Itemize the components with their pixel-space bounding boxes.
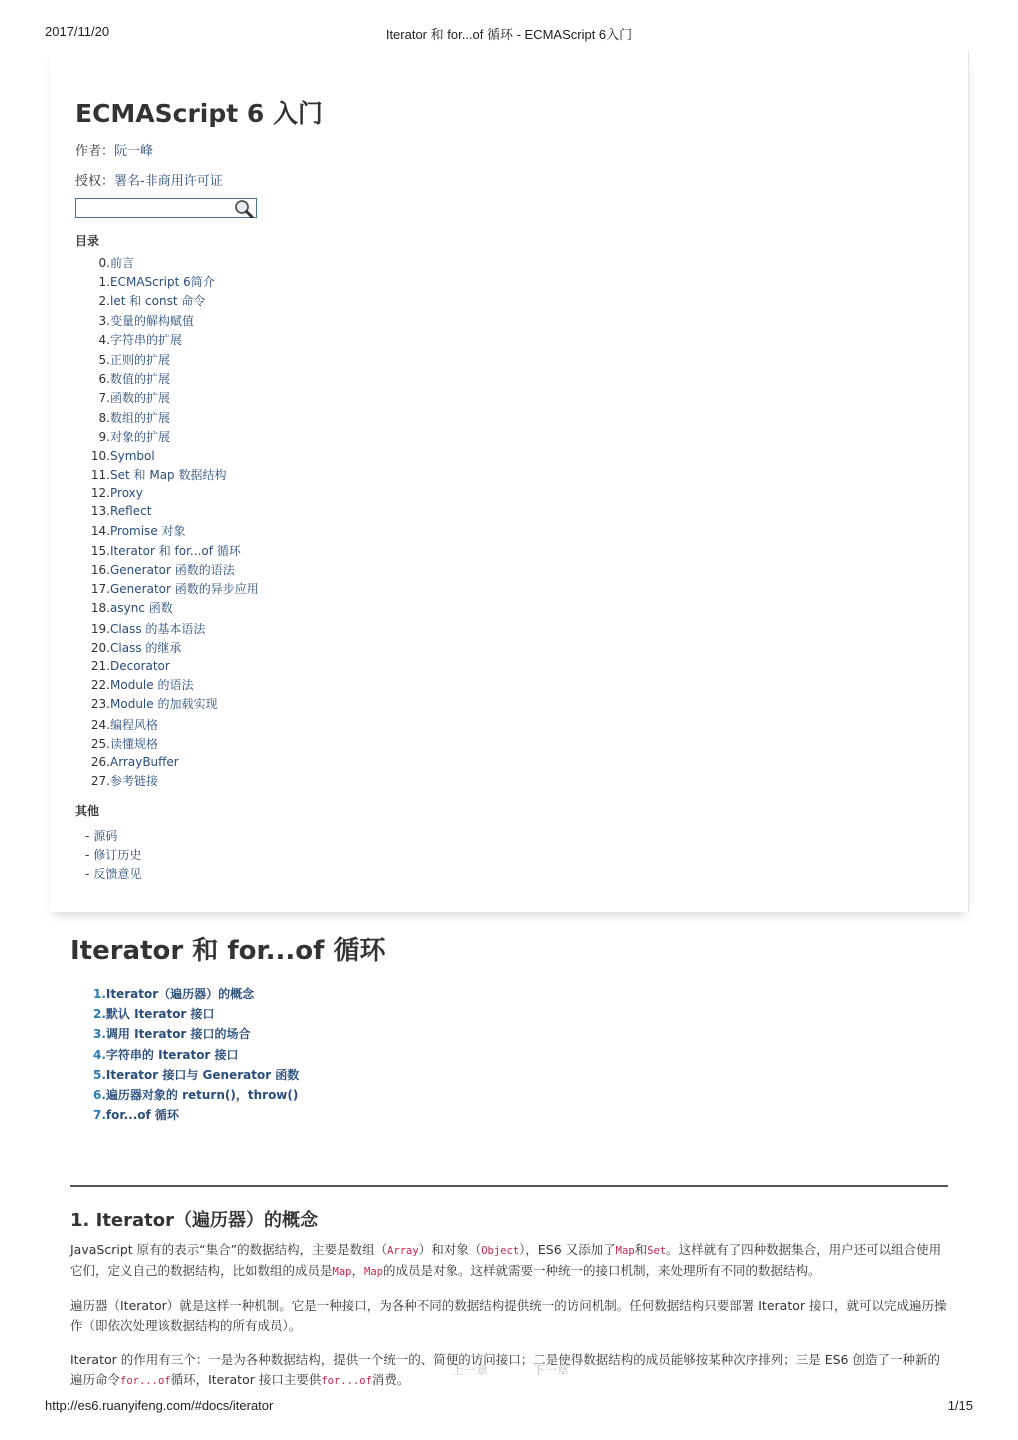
toc-item[interactable]: [75, 773, 315, 789]
others-item-link[interactable]: 源码: [93, 829, 118, 843]
toc-item-link[interactable]: Generator 函数的语法: [110, 563, 235, 577]
toc-item-number: 7.: [98, 391, 110, 405]
toc-item[interactable]: [75, 467, 315, 483]
toc-item[interactable]: [75, 313, 315, 329]
toc-item-link[interactable]: Proxy: [110, 486, 143, 500]
toc-item-number: 19.: [90, 622, 110, 636]
toc-item-link[interactable]: Promise 对象: [110, 524, 186, 538]
toc-item-link[interactable]: ArrayBuffer: [110, 755, 179, 769]
toc-item[interactable]: [75, 696, 315, 712]
author-label: 作者：: [75, 144, 115, 159]
chapter-toc-item[interactable]: [93, 1087, 298, 1103]
toc-item-link[interactable]: 正则的扩展: [110, 353, 171, 367]
toc-item-link[interactable]: 对象的扩展: [110, 430, 171, 444]
search-box: [75, 198, 257, 218]
author-link[interactable]: 阮一峰: [114, 144, 154, 159]
toc-item[interactable]: [75, 523, 315, 539]
toc-item-number: 14.: [90, 524, 110, 538]
print-footer: [0, 1398, 1018, 1416]
chapter-toc-link[interactable]: Iterator 接口与 Generator 函数: [105, 1067, 300, 1082]
toc-item-number: 21.: [90, 659, 110, 673]
inline-code: Set: [647, 1245, 667, 1257]
toc-item[interactable]: [75, 503, 315, 519]
chapter-toc-link[interactable]: 调用 Iterator 接口的场合: [105, 1027, 251, 1042]
toc-item-link[interactable]: Module 的加载实现: [110, 697, 218, 711]
toc-item-number: 13.: [90, 504, 110, 518]
next-chapter-link[interactable]: 下一章: [533, 1363, 570, 1377]
toc-item-link[interactable]: async 函数: [110, 601, 173, 615]
toc-item-number: 15.: [90, 544, 110, 558]
toc-item[interactable]: [75, 600, 315, 616]
toc-item[interactable]: [75, 658, 315, 674]
inline-code: Map: [332, 1266, 352, 1278]
toc-item-link[interactable]: Module 的语法: [110, 678, 194, 692]
toc-item[interactable]: [75, 293, 315, 309]
toc-item-link[interactable]: 数值的扩展: [110, 372, 171, 386]
chapter-toc-link[interactable]: 字符串的 Iterator 接口: [105, 1047, 239, 1062]
toc-item-link[interactable]: Class 的基本语法: [110, 622, 206, 636]
toc-item-number: 20.: [90, 641, 110, 655]
list-dash: -: [85, 867, 90, 881]
toc-item-link[interactable]: ECMAScript 6简介: [110, 275, 215, 289]
search-icon[interactable]: [234, 199, 254, 218]
toc-item-number: 0.: [98, 256, 110, 270]
license-line: [75, 170, 223, 189]
inline-code: Object: [481, 1245, 520, 1257]
toc-item[interactable]: [75, 736, 315, 752]
toc-item-link[interactable]: let 和 const 命令: [110, 294, 206, 308]
inline-code: Map: [364, 1266, 383, 1278]
toc-item[interactable]: [75, 640, 315, 656]
license-label: 授权：: [75, 174, 115, 189]
list-dash: -: [85, 848, 90, 862]
toc-item-link[interactable]: 前言: [110, 256, 135, 270]
toc-item-number: 3.: [98, 314, 110, 328]
toc-item-number: 26.: [90, 755, 110, 769]
toc-item[interactable]: [75, 754, 315, 770]
toc-item-link[interactable]: 函数的扩展: [110, 391, 171, 405]
toc-item-link[interactable]: Set 和 Map 数据结构: [110, 468, 227, 482]
toc-item-number: 27.: [90, 774, 110, 788]
chapter-toc-item[interactable]: [93, 1026, 251, 1042]
text: 消费。: [371, 1372, 410, 1387]
toc-item[interactable]: [75, 485, 315, 501]
chapter-toc-link[interactable]: Iterator（遍历器）的概念: [105, 987, 255, 1001]
print-header: [0, 24, 1018, 42]
print-date: 2017/11/20: [45, 24, 110, 39]
toc-item-number: 6.: [98, 372, 110, 386]
toc-item-link[interactable]: 数组的扩展: [110, 411, 171, 425]
toc-item-number: 24.: [90, 718, 110, 732]
toc-item-link[interactable]: Symbol: [110, 449, 155, 463]
toc-item[interactable]: [75, 255, 315, 271]
toc-item[interactable]: [75, 332, 315, 348]
print-page-number: 1/15: [947, 1398, 973, 1413]
toc-item-number: 18.: [90, 601, 110, 615]
chapter-toc-number: 3.: [93, 1027, 106, 1042]
toc-item-number: 8.: [98, 411, 110, 425]
toc-item-number: 16.: [90, 563, 110, 577]
chapter-toc-number: 7.: [93, 1108, 106, 1123]
toc-item-number: 10.: [90, 449, 110, 463]
text: ）和对象（: [418, 1242, 482, 1257]
toc-item-link[interactable]: Class 的继承: [110, 641, 182, 655]
toc-item[interactable]: [75, 371, 315, 387]
toc-item-number: 2.: [98, 294, 110, 308]
toc-item[interactable]: [75, 621, 315, 637]
inline-code: Array: [387, 1245, 419, 1257]
text: ），ES6 又添加了: [519, 1242, 616, 1257]
toc-item-number: 5.: [98, 353, 110, 367]
toc-item-link[interactable]: Reflect: [110, 504, 152, 518]
chapter-toc-item[interactable]: [93, 1006, 215, 1022]
print-url: http://es6.ruanyifeng.com/#docs/iterator: [45, 1398, 274, 1413]
chapter-toc-item[interactable]: [93, 1047, 239, 1063]
toc-item[interactable]: [75, 562, 315, 578]
text: 。这样就有了四种数据集合，用户还可以组合使用它们，定义自己的数据结构，比如数组的成员是: [70, 1242, 942, 1278]
text: Iterator 的作用有三个：一是为各种数据结构，提供一个统一的、简便的访问接口；二是使得数据结构的成员能够按某种次序排列；三是 ES6 创造了一种新的遍历命令: [70, 1352, 940, 1387]
others-item[interactable]: [85, 847, 141, 863]
toc-item-link[interactable]: 编程风格: [110, 718, 159, 732]
toc-item[interactable]: [75, 410, 315, 426]
toc-item[interactable]: [75, 717, 315, 733]
section-title: 1. Iterator（遍历器）的概念: [70, 1210, 319, 1231]
book-title: ECMAScript 6 入门: [75, 99, 324, 128]
chapter-toc-link[interactable]: for...of 循环: [105, 1108, 179, 1123]
toc-item-link[interactable]: Generator 函数的异步应用: [110, 582, 259, 596]
others-item[interactable]: [85, 866, 141, 882]
toc-item[interactable]: [75, 448, 315, 464]
toc-item[interactable]: [75, 390, 315, 406]
text: 和: [634, 1242, 648, 1257]
toc-item-number: 11.: [90, 468, 110, 482]
license-link[interactable]: 署名-非商用许可证: [114, 174, 223, 189]
chapter-toc-number: 6.: [93, 1088, 106, 1102]
chapter-toc-item[interactable]: [93, 1067, 299, 1083]
toc-item-number: 9.: [98, 430, 110, 444]
others-item-link[interactable]: 修订历史: [93, 848, 142, 862]
toc-item-link[interactable]: 字符串的扩展: [110, 333, 183, 347]
chapter-toc-link[interactable]: 遍历器对象的 return()，throw(): [105, 1088, 299, 1102]
search-input[interactable]: [76, 201, 234, 219]
toc-item[interactable]: [75, 543, 315, 559]
paragraph-2: 遍历器（Iterator）就是这样一种机制。它是一种接口，为各种不同的数据结构提供统一的访问机制。任何数据结构只要部署 Iterator 接口，就可以完成遍历操作（即依次处理该数据结构的所有成员）。: [70, 1298, 947, 1333]
toc-item-link[interactable]: 读懂规格: [110, 737, 159, 751]
toc-item-number: 23.: [90, 697, 110, 711]
text: JavaScript 原有的表示“集合”的数据结构，主要是数组（: [70, 1242, 388, 1257]
others-heading: 其他: [75, 804, 100, 818]
text: 的成员是对象。这样就需要一种统一的接口机制，来处理所有不同的数据结构。: [382, 1263, 821, 1278]
toc-item-number: 22.: [90, 678, 110, 692]
list-dash: -: [85, 829, 90, 843]
inline-code: for...of: [120, 1375, 171, 1387]
toc-item-number: 25.: [90, 737, 110, 751]
author-line: [75, 140, 153, 159]
text: 循环，Iterator 接口主要供: [170, 1372, 322, 1387]
toc-item-link[interactable]: 变量的解构赋值: [110, 314, 195, 328]
toc-item-link[interactable]: Iterator 和 for...of 循环: [110, 544, 241, 558]
toc-heading: 目录: [75, 234, 100, 248]
toc-item-number: 12.: [90, 486, 110, 500]
toc-item-link[interactable]: Decorator: [110, 659, 170, 673]
chapter-toc-link[interactable]: 默认 Iterator 接口: [105, 1007, 215, 1022]
toc-item[interactable]: [75, 352, 315, 368]
toc-item-link[interactable]: 参考链接: [110, 774, 159, 788]
toc-item-number: 17.: [90, 582, 110, 596]
others-item-link[interactable]: 反馈意见: [93, 867, 142, 881]
toc-item[interactable]: [75, 429, 315, 445]
chapter-toc-item[interactable]: [93, 986, 254, 1002]
chapter-toc-item[interactable]: [93, 1107, 179, 1123]
toc-item-number: 1.: [98, 275, 110, 289]
inline-code: for...of: [321, 1375, 372, 1387]
text: ，: [351, 1263, 364, 1278]
chapter-toc-number: 1.: [93, 987, 106, 1001]
paragraph-1: [70, 1240, 948, 1282]
chapter-toc-number: 4.: [93, 1047, 106, 1062]
print-title: Iterator 和 for...of 循环 - ECMAScript 6入门: [385, 27, 633, 42]
others-item[interactable]: [85, 828, 117, 844]
toc-item[interactable]: [75, 274, 315, 290]
paragraph-3: [70, 1350, 948, 1391]
toc-item-number: 4.: [98, 333, 110, 347]
page-title: Iterator 和 for...of 循环: [70, 936, 386, 966]
inline-code: Map: [615, 1245, 635, 1257]
prev-chapter-link[interactable]: 上一章: [452, 1363, 489, 1377]
chapter-toc-number: 2.: [93, 1007, 106, 1022]
toc-item[interactable]: [75, 581, 315, 597]
toc-item[interactable]: [75, 677, 315, 693]
sidebar: [50, 50, 969, 912]
section-divider: [70, 1185, 948, 1187]
chapter-toc-number: 5.: [93, 1067, 106, 1082]
